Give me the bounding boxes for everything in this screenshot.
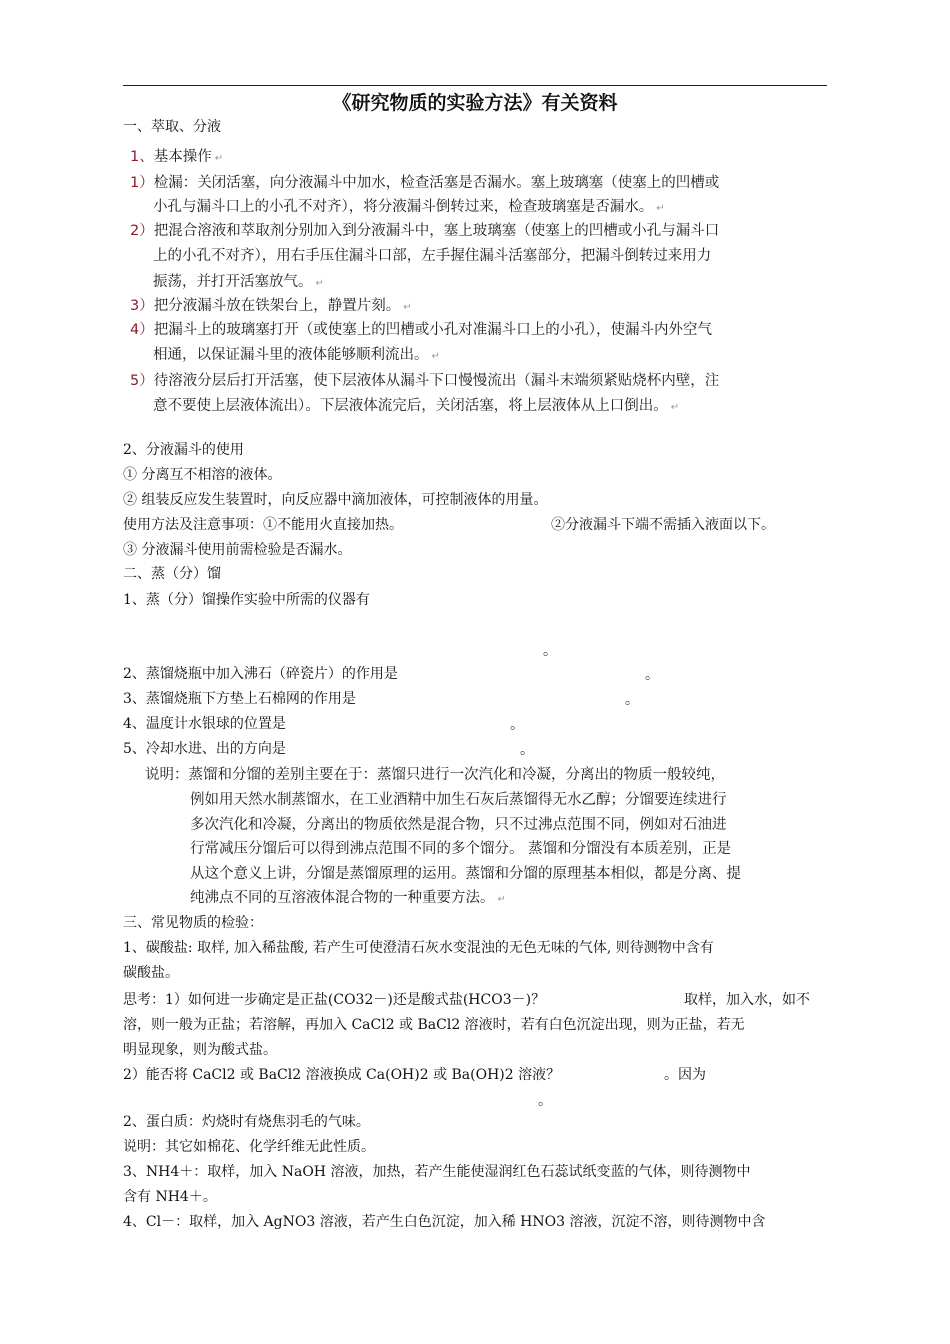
paragraph-mark-icon: ↵ [431, 351, 440, 362]
op-5-line-2: 意不要使上层液体流出）。下层液体流完后，关闭活塞，将上层液体从上口倒出。 ↵ [153, 398, 680, 414]
basic-ops-heading: 1、基本操作 ↵ [130, 149, 224, 165]
op-3-line-1: 3）把分液漏斗放在铁架台上，静置片刻。 ↵ [130, 298, 412, 314]
paragraph-mark-icon: ↵ [656, 203, 665, 214]
ammonium-test-line-2: 含有 NH4＋。 [123, 1189, 217, 1205]
answer-blank-period: 。 [510, 717, 524, 733]
distill-question-1: 1、蒸（分）馏操作实验中所需的仪器有 [123, 592, 370, 608]
op-5-line-1: 5）待溶液分层后打开活塞，使下层液体从漏斗下口慢慢流出（漏斗末端须紧贴烧杯内壁，注 [130, 373, 720, 389]
page-title: 《研究物质的实验方法》有关资料 [332, 92, 618, 114]
distill-note-line-2: 例如用天然水制蒸馏水，在工业酒精中加生石灰后蒸馏得无水乙醇；分馏要连续进行 [190, 792, 727, 808]
op-2-line-1: 2）把混合溶液和萃取剂分别加入到分液漏斗中，塞上玻璃塞（使塞上的凹槽或小孔与漏斗口 [130, 223, 720, 239]
op-1-line-1: 1）检漏：关闭活塞，向分液漏斗中加水，检查活塞是否漏水。塞上玻璃塞（使塞上的凹槽或 [130, 175, 720, 191]
op-4-line-2: 相通，以保证漏斗里的液体能够顺利流出。 ↵ [153, 347, 440, 363]
funnel-method-b: ②分液漏斗下端不需插入液面以下。 [551, 517, 775, 533]
funnel-use-heading: 2、分液漏斗的使用 [123, 442, 244, 458]
op-4-line-1: 4）把漏斗上的玻璃塞打开（或使塞上的凹槽或小孔对准漏斗口上的小孔），使漏斗内外空气 [130, 322, 712, 338]
distill-note-line-6: 纯沸点不同的互溶液体混合物的一种重要方法。 ↵ [190, 890, 506, 906]
answer-blank-period: 。 [543, 643, 557, 659]
funnel-use-1: ① 分离互不相溶的液体。 [123, 467, 282, 483]
funnel-method-c: ③ 分液漏斗使用前需检验是否漏水。 [123, 542, 352, 558]
think-2-question: 2）能否将 CaCl2 或 BaCl2 溶液换成 Ca(OH)2 或 Ba(OH)2 溶液？ [123, 1067, 561, 1083]
think-1-answer-start: 取样，加入水，如不 [684, 992, 810, 1008]
distill-note-line-3: 多次汽化和冷凝，分离出的物质依然是混合物，只不过沸点范围不同，例如对石油进 [190, 817, 727, 833]
paragraph-mark-icon: ↵ [670, 402, 680, 413]
paragraph-mark-icon: ↵ [315, 278, 324, 289]
protein-test: 2、蛋白质：灼烧时有烧焦羽毛的气味。 [123, 1114, 370, 1130]
protein-note: 说明：其它如棉花、化学纤维无此性质。 [123, 1139, 375, 1155]
answer-blank-period: 。 [645, 667, 659, 683]
paragraph-mark-icon: ↵ [497, 894, 506, 905]
distill-note-line-4: 行常减压分馏后可以得到沸点范围不同的多个馏分。 蒸馏和分馏没有本质差别，正是 [190, 841, 732, 857]
paragraph-mark-icon: ↵ [214, 153, 224, 164]
distill-question-2: 2、蒸馏烧瓶中加入沸石（碎瓷片）的作用是 [123, 666, 398, 682]
answer-blank-period: 。 [520, 742, 534, 758]
section-1-heading: 一、萃取、分液 [123, 119, 221, 135]
distill-question-5: 5、冷却水进、出的方向是 [123, 741, 286, 757]
funnel-method-a: 使用方法及注意事项：①不能用火直接加热。 [123, 517, 403, 533]
funnel-use-2: ② 组装反应发生装置时，向反应器中滴加液体，可控制液体的用量。 [123, 492, 548, 508]
answer-blank-period: 。 [538, 1093, 552, 1109]
op-1-line-2: 小孔与漏斗口上的小孔不对齐），将分液漏斗倒转过来，检查玻璃塞是否漏水。 ↵ [153, 199, 665, 215]
distill-question-3: 3、蒸馏烧瓶下方垫上石棉网的作用是 [123, 691, 356, 707]
op-2-line-2: 上的小孔不对齐），用右手压住漏斗口部，左手握住漏斗活塞部分，把漏斗倒转过来用力 [153, 248, 712, 264]
think-2-answer-start: 。因为 [664, 1067, 706, 1083]
op-2-line-3: 振荡，并打开活塞放气。 ↵ [153, 274, 324, 290]
answer-blank-period: 。 [625, 692, 639, 708]
header-rule [123, 85, 827, 86]
section-2-heading: 二、蒸（分）馏 [123, 566, 221, 582]
think-1-question: 思考：1）如何进一步确定是正盐(CO32－)还是酸式盐(HCO3－)？ [123, 992, 546, 1008]
chloride-test-line-1: 4、Cl－：取样，加入 AgNO3 溶液，若产生白色沉淀，加入稀 HNO3 溶液，沉淀不溶，则待测物中含 [123, 1214, 766, 1230]
think-1-answer-line-2: 溶，则一般为正盐；若溶解，再加入 CaCl2 或 BaCl2 溶液时，若有白色沉淀出现，则为正盐，若无 [123, 1017, 745, 1033]
ammonium-test-line-1: 3、NH4＋：取样，加入 NaOH 溶液，加热，若产生能使湿润红色石蕊试纸变蓝的气体，则待测物中 [123, 1164, 751, 1180]
paragraph-mark-icon: ↵ [403, 302, 412, 313]
distill-note-line-5: 从这个意义上讲，分馏是蒸馏原理的运用。蒸馏和分馏的原理基本相似，都是分离、提 [190, 866, 741, 882]
think-1-answer-line-3: 明显现象，则为酸式盐。 [123, 1042, 277, 1058]
carbonate-test-line-2: 碳酸盐。 [123, 965, 179, 981]
section-3-heading: 三、常见物质的检验： [123, 915, 263, 931]
distill-question-4: 4、温度计水银球的位置是 [123, 716, 286, 732]
distill-note-line-1: 说明：蒸馏和分馏的差别主要在于：蒸馏只进行一次汽化和冷凝，分离出的物质一般较纯， [145, 767, 725, 783]
carbonate-test-line-1: 1、碳酸盐: 取样, 加入稀盐酸, 若产生可使澄清石灰水变混浊的无色无味的气体, 则待测物中含有 [123, 940, 714, 956]
